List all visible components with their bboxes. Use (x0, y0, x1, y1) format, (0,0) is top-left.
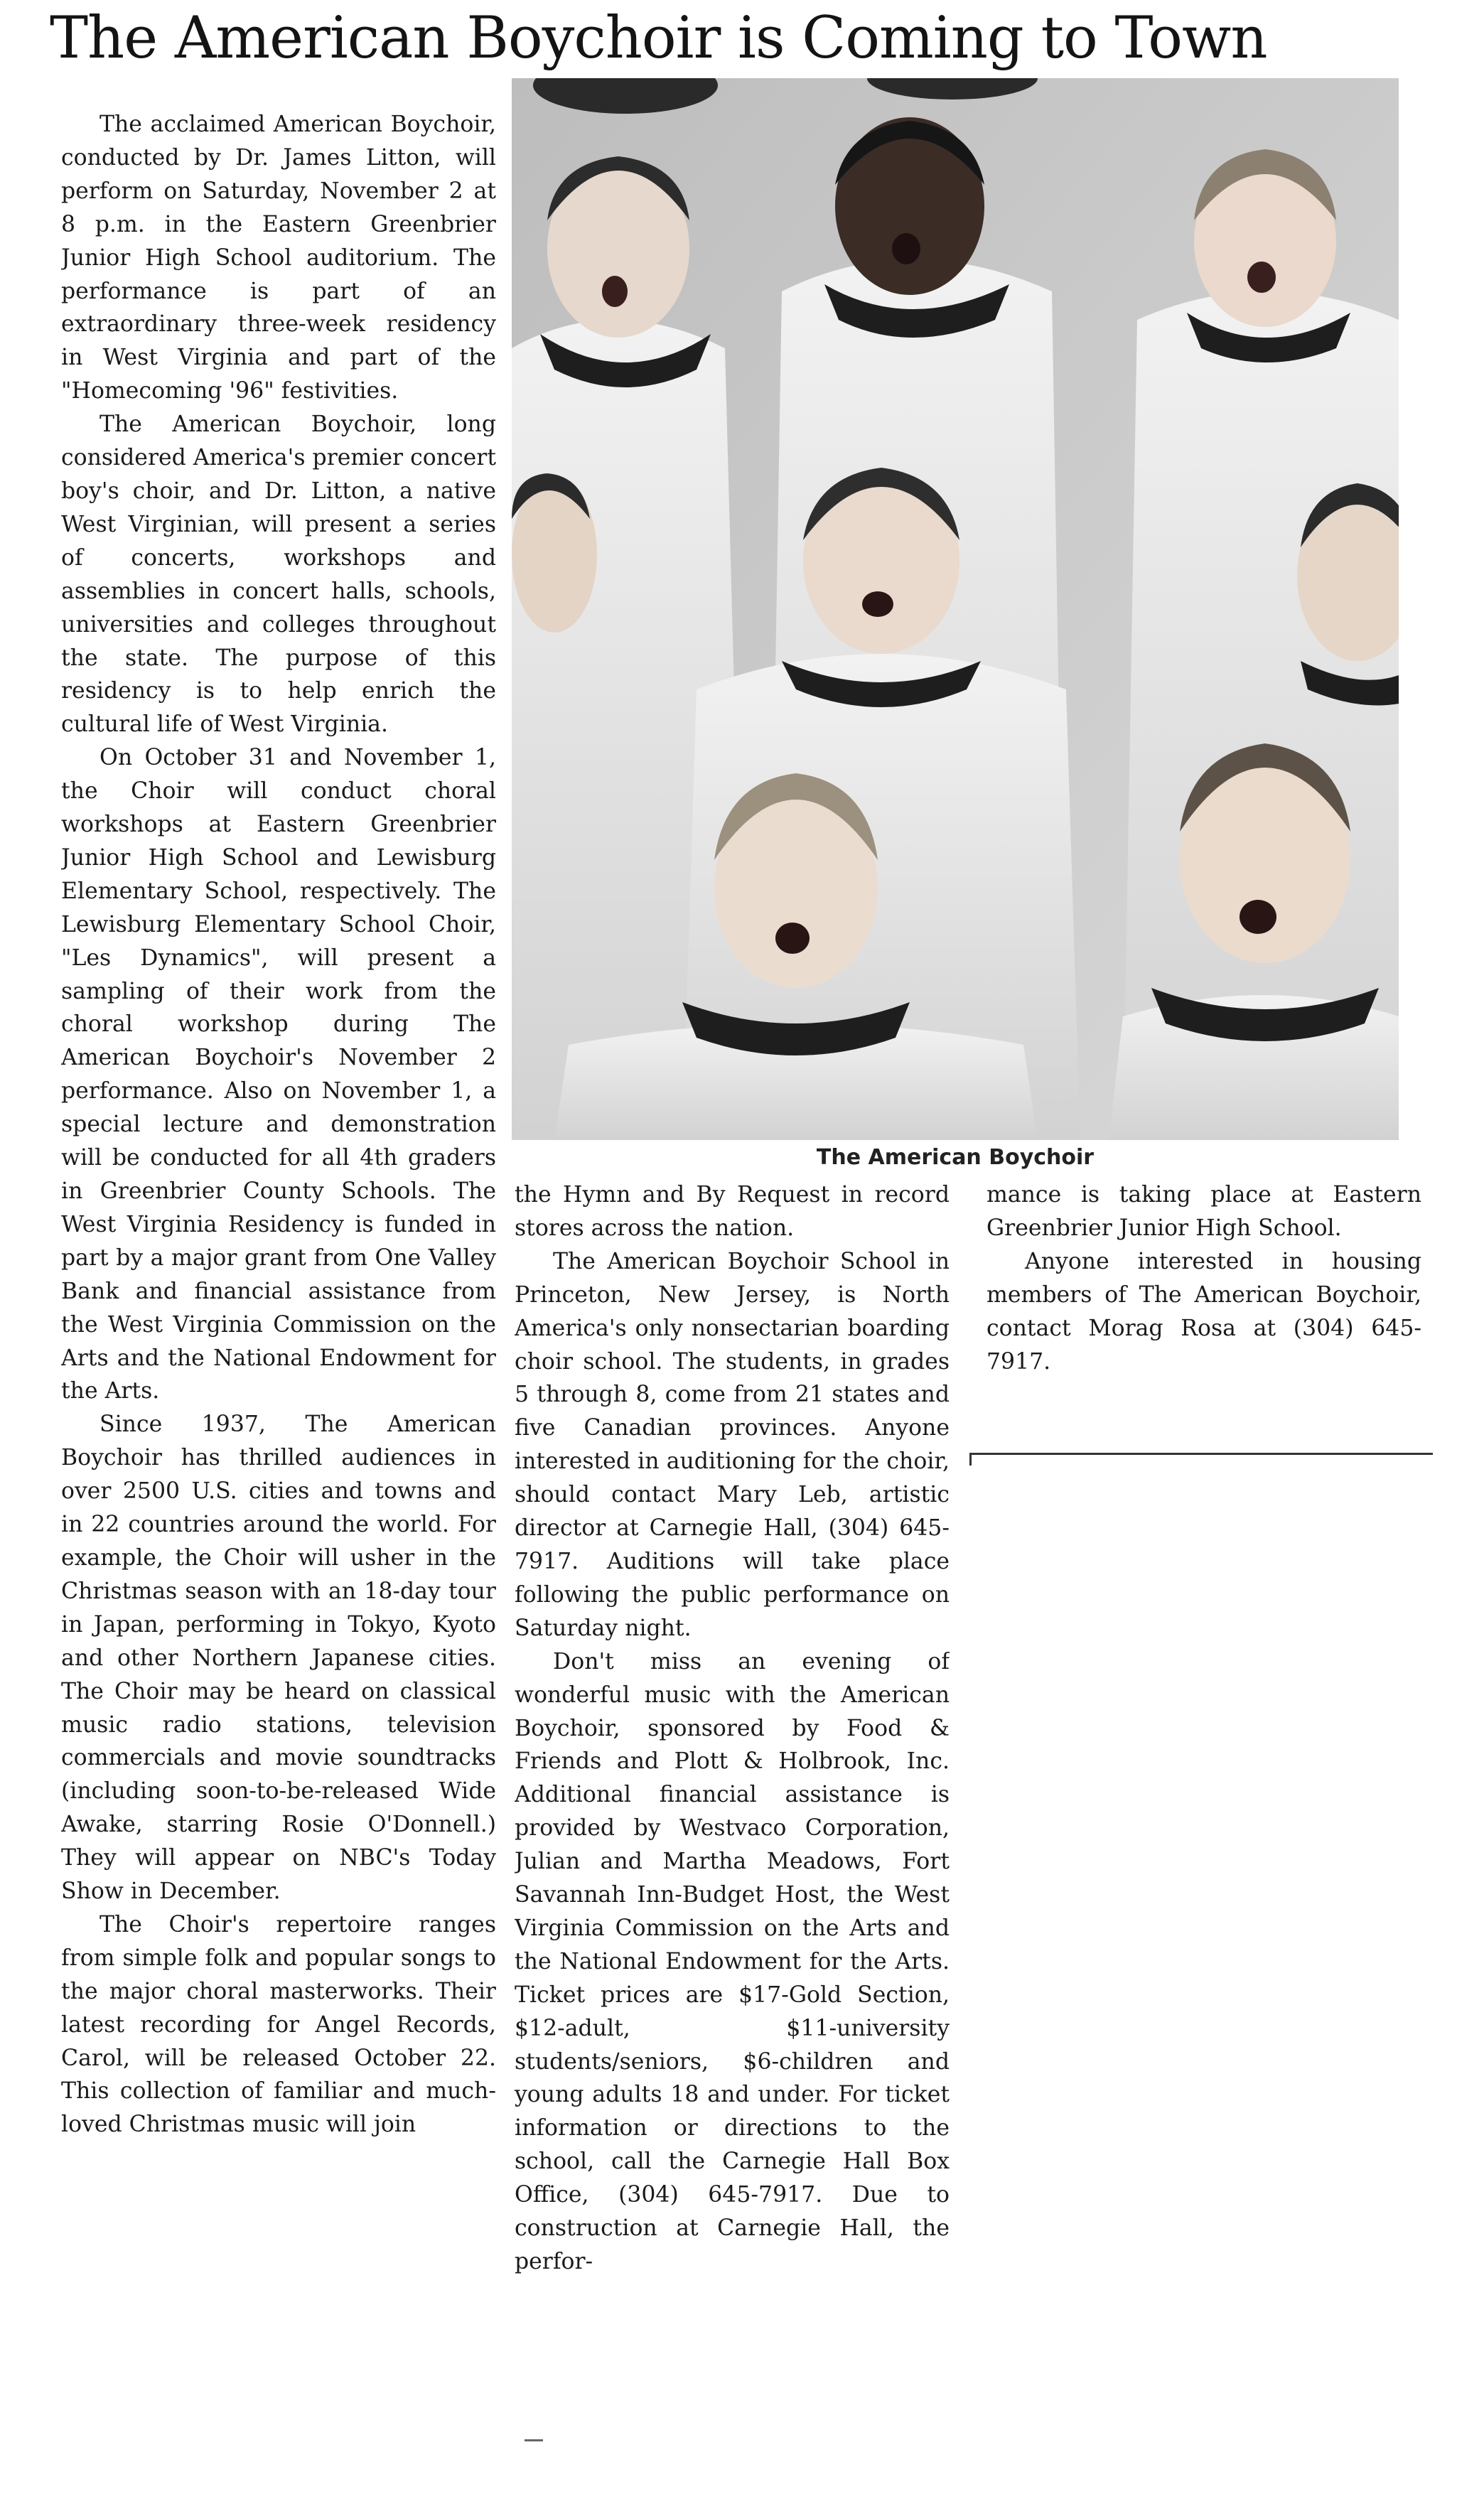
column-1 (61, 108, 496, 2489)
paragraph: Don't miss an evening of wonderful music with the American Boychoir, sponsored by Food & Friends and Plott & Holbrook, Inc. Additional financial assistance is provided by Westvaco Corporation, Julian and Martha Meadows, Fort Savannah Inn-Budget Host, the West Virginia Commission on the Arts and the National Endowment for the Arts. Ticket prices are $17-Gold Section, $12-adult, $11-university students/seniors, $6-children and young adults 18 and under. For ticket information or directions to the school, call the Carnegie Hall Box Office, (304) 645-7917. Due to construction at Carnegie Hall, the perfor- (515, 1648, 950, 2274)
headline: The American Boychoir is Coming to Town (50, 5, 1267, 72)
article-end-rule-tick (969, 1453, 972, 1466)
paragraph-continued: mance is taking place at Eastern Greenbrier Junior High School. (986, 1182, 1421, 1241)
paragraph: Anyone interested in housing members of The American Boychoir, contact Morag Rosa at (304) 645-7917. (986, 1248, 1421, 1375)
paragraph: The acclaimed American Boychoir, conducted by Dr. James Litton, will perform on Saturday, November 2 at 8 p.m. in the Eastern Greenbrier Junior High School auditorium. The performance is part of an extraordinary three-week residency in West Virginia and part of the "Homecoming '96" festivities. (61, 112, 496, 404)
paragraph: The Choir's repertoire ranges from simple folk and popular songs to the major choral masterworks. Their latest recording for Angel Records, Carol, will be released October 22. This collection of familiar and much-loved Christmas music will join (61, 1911, 496, 2138)
paragraph: On October 31 and November 1, the Choir will conduct choral workshops at Eastern Greenbrier Junior High School and Lewisburg Elementary School, respectively. The Lewisburg Elementary School Choir, "Les Dynamics", will present a sampling of their work from the choral workshop during The American Boychoir's November 2 performance. Also on November 1, a special lecture and demonstration will be conducted for all 4th graders in Greenbrier County Schools. The West Virginia Residency is funded in part by a major grant from One Valley Bank and financial assistance from the West Virginia Commission on the Arts and the National Endowment for the Arts. (61, 745, 496, 1404)
stray-mark (525, 2439, 543, 2441)
photo-caption: The American Boychoir (816, 1145, 1095, 1170)
column-3 (986, 1178, 1421, 1420)
paragraph: The American Boychoir, long considered America's premier concert boy's choir, and Dr. Litton, a native West Virginian, will present a series of concerts, workshops and assemblies in concert halls, schools, universities and colleges throughout the state. The purpose of this residency is to help enrich the cultural life of West Virginia. (61, 412, 496, 738)
choir-photo (512, 78, 1399, 1140)
column-2 (515, 1178, 950, 2415)
paragraph: The American Boychoir School in Princeton, New Jersey, is North America's only nonsectarian boarding choir school. The students, in grades 5 through 8, come from 21 states and five Canadian provinces. Anyone interested in auditioning for the choir, should contact Mary Leb, artistic director at Carnegie Hall, (304) 645-7917. Auditions will take place following the public performance on Saturday night. (515, 1248, 950, 1641)
choir-photo-drawing (512, 78, 1399, 1140)
paragraph: Since 1937, The American Boychoir has thrilled audiences in over 2500 U.S. cities and towns and in 22 countries around the world. For example, the Choir will usher in the Christmas season with an 18-day tour in Japan, performing in Tokyo, Kyoto and other Northern Japanese cities. The Choir may be heard on classical music radio stations, television commercials and movie soundtracks (including soon-to-be-released Wide Awake, starring Rosie O'Donnell.) They will appear on NBC's Today Show in December. (61, 1412, 496, 1905)
paragraph-continued: the Hymn and By Request in record stores across the nation. (515, 1182, 950, 1241)
article-end-rule (969, 1453, 1433, 1455)
